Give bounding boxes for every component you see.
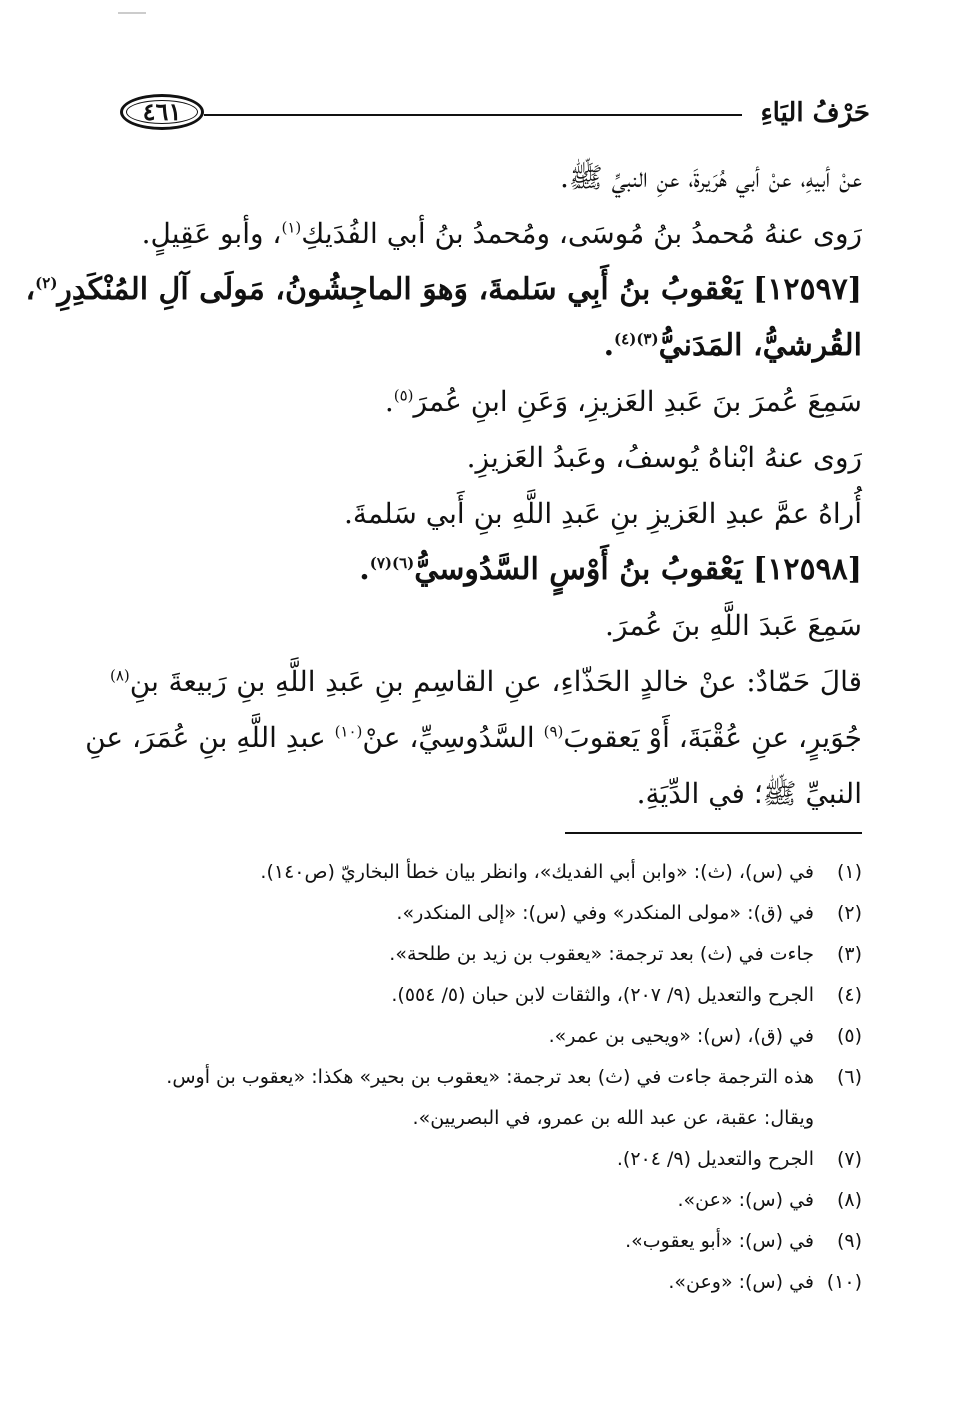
footnote-8 (130, 1180, 862, 1221)
footnote-5 (130, 1016, 862, 1057)
text-line-5 (110, 374, 862, 430)
scan-mark (118, 12, 146, 14)
text-line-3-post: ، (25, 272, 36, 307)
footnote-number: (١٠) (826, 1271, 862, 1293)
footnote-6-continuation (130, 1098, 862, 1139)
footnote-text: في (س)، (ث): «وابن أبي الفديك»، وانظر بيان خطأ البخاريّ (ص١٤٠). (260, 861, 814, 883)
footnote-7 (130, 1139, 862, 1180)
footnote-number: (١) (836, 861, 862, 883)
footnote-marker-6-7[interactable]: (٦)(٧) (369, 554, 415, 572)
footnote-10 (130, 1262, 862, 1303)
text-line-10-pre: قالَ حَمّادٌ: عنْ خالدٍ الحَذّاءِ، عنِ القاسِمِ بنِ عَبدِ اللَّهِ بنِ رَبيعةَ بنِ (129, 665, 862, 698)
footnote-marker-10[interactable]: (١٠) (334, 722, 363, 741)
text-line-2-post: ، وأبو عَقِيلٍ. (141, 217, 282, 250)
footnote-text: في (ق)، (س): «ويحيى بن عمر». (548, 1025, 814, 1047)
footnote-text: هذه الترجمة جاءت في (ث) بعد ترجمة: «يعقوب بن بحير» هكذا: «يعقوب بن أوس. (166, 1066, 814, 1088)
footnote-number: (٣) (836, 943, 862, 965)
footnote-marker-8[interactable]: (٨) (110, 666, 130, 685)
footnote-text: ويقال: عقبة، عن عبد الله بن عمرو، في البصريين». (412, 1107, 814, 1129)
entry-heading-12597 (25, 262, 862, 318)
text-line-10 (110, 654, 862, 710)
text-line-4-pre: القُرشيُّ، المَدَنيُّ (658, 328, 862, 363)
footnote-9 (130, 1221, 862, 1262)
footnote-marker-2[interactable]: (٢) (35, 274, 58, 292)
page-number-frame (120, 94, 204, 130)
text-line-4-post: . (603, 328, 615, 363)
footnote-text: في (س): «أبو يعقوب». (625, 1230, 814, 1252)
text-line-8-post: . (359, 552, 370, 587)
text-line-8-pre: [١٢٥٩٨] يَعْقوبُ بنُ أَوْسٍ السَّدُوسيُّ (414, 552, 862, 587)
footnote-marker-3-4[interactable]: (٣)(٤) (614, 330, 659, 348)
footnote-number: (٤) (836, 984, 862, 1006)
footnotes (130, 852, 862, 1303)
footnote-number: (٧) (836, 1148, 862, 1170)
footnote-2 (130, 893, 862, 934)
entry-heading-12597-cont (110, 318, 862, 374)
footnote-number: (٨) (836, 1189, 862, 1211)
text-line-11-mid: السَّدُوسِيِّ، عنْ (362, 721, 544, 754)
footnote-text: في (س): «وعن». (668, 1271, 814, 1293)
text-line-6: رَوى عنهُ ابْناهُ يُوسفُ، وعَبدُ العَزيزِ. (466, 441, 862, 474)
page-header (110, 92, 870, 142)
text-line-3-pre: [١٢٥٩٧] يَعْقوبُ بنُ أَبِي سَلمةَ، وَهوَ الماجِشُونُ، مَولَى آلِ المُنْكَدِرِ (57, 272, 862, 307)
footnote-marker-5[interactable]: (٥) (393, 386, 414, 405)
text-line-2 (110, 206, 862, 262)
text-line-11-post: عبدِ اللَّهِ بنِ عُمَرَ، عنِ (85, 721, 335, 754)
page-number: ٤٦١ (142, 97, 182, 126)
footnote-text: الجرح والتعديل (٩/ ٢٠٧)، والثقات لابن حبان (٥/ ٥٥٤). (391, 984, 814, 1006)
footnote-text: الجرح والتعديل (٩/ ٢٠٤). (616, 1148, 814, 1170)
running-head: حَرْفُ اليَاءِ (760, 98, 870, 128)
footnote-marker-9[interactable]: (٩) (543, 722, 564, 741)
text-line-1: عنْ أبيهِ، عنْ أبي هُرَيرةَ، عنِ النبيِّ ﷺ. (559, 161, 862, 194)
footnote-text: في (ق): «مولى المنكدر» وفي (س): «إلى المنكدر». (396, 902, 814, 924)
footnote-3 (130, 934, 862, 975)
footnote-1 (130, 852, 862, 893)
footnote-separator (565, 832, 862, 834)
footnote-number: (٩) (836, 1230, 862, 1252)
text-line-5-post: . (384, 385, 394, 418)
header-rule (204, 114, 742, 116)
text-line-5-pre: سَمِعَ عُمرَ بنَ عَبدِ العَزيزِ، وَعَنِ ابنِ عُمرَ (413, 385, 862, 418)
footnote-number: (٢) (836, 902, 862, 924)
entry-heading-12598 (110, 542, 862, 598)
text-line-12: النبيِّ ﷺ؛ في الدِّيَةِ. (636, 777, 862, 810)
main-text (25, 150, 862, 822)
footnote-text: جاءت في (ث) بعد ترجمة: «يعقوب بن زيد بن طلحة». (389, 943, 814, 965)
footnote-4 (130, 975, 862, 1016)
text-line-2-pre: رَوى عنهُ مُحمدُ بنُ مُوسَى، ومُحمدُ بنُ أبي الفُدَيكِ (301, 217, 862, 250)
text-line-7: أُراهُ عمَّ عبدِ العَزيزِ بنِ عَبدِ اللَّهِ بنِ أَبي سَلمةَ. (344, 497, 862, 530)
footnote-number: (٦) (836, 1066, 862, 1088)
text-line-9: سَمِعَ عَبدَ اللَّهِ بنَ عُمرَ. (605, 609, 862, 642)
footnote-number: (٥) (836, 1025, 862, 1047)
footnote-6 (130, 1057, 862, 1098)
footnote-text: في (س): «عن». (677, 1189, 814, 1211)
footnote-marker-1[interactable]: (١) (281, 218, 302, 237)
text-line-11 (85, 710, 862, 766)
text-line-11-pre: جُوَيرٍ، عنِ عُقْبَةَ، أَوْ يَعقوبَ (563, 721, 862, 754)
